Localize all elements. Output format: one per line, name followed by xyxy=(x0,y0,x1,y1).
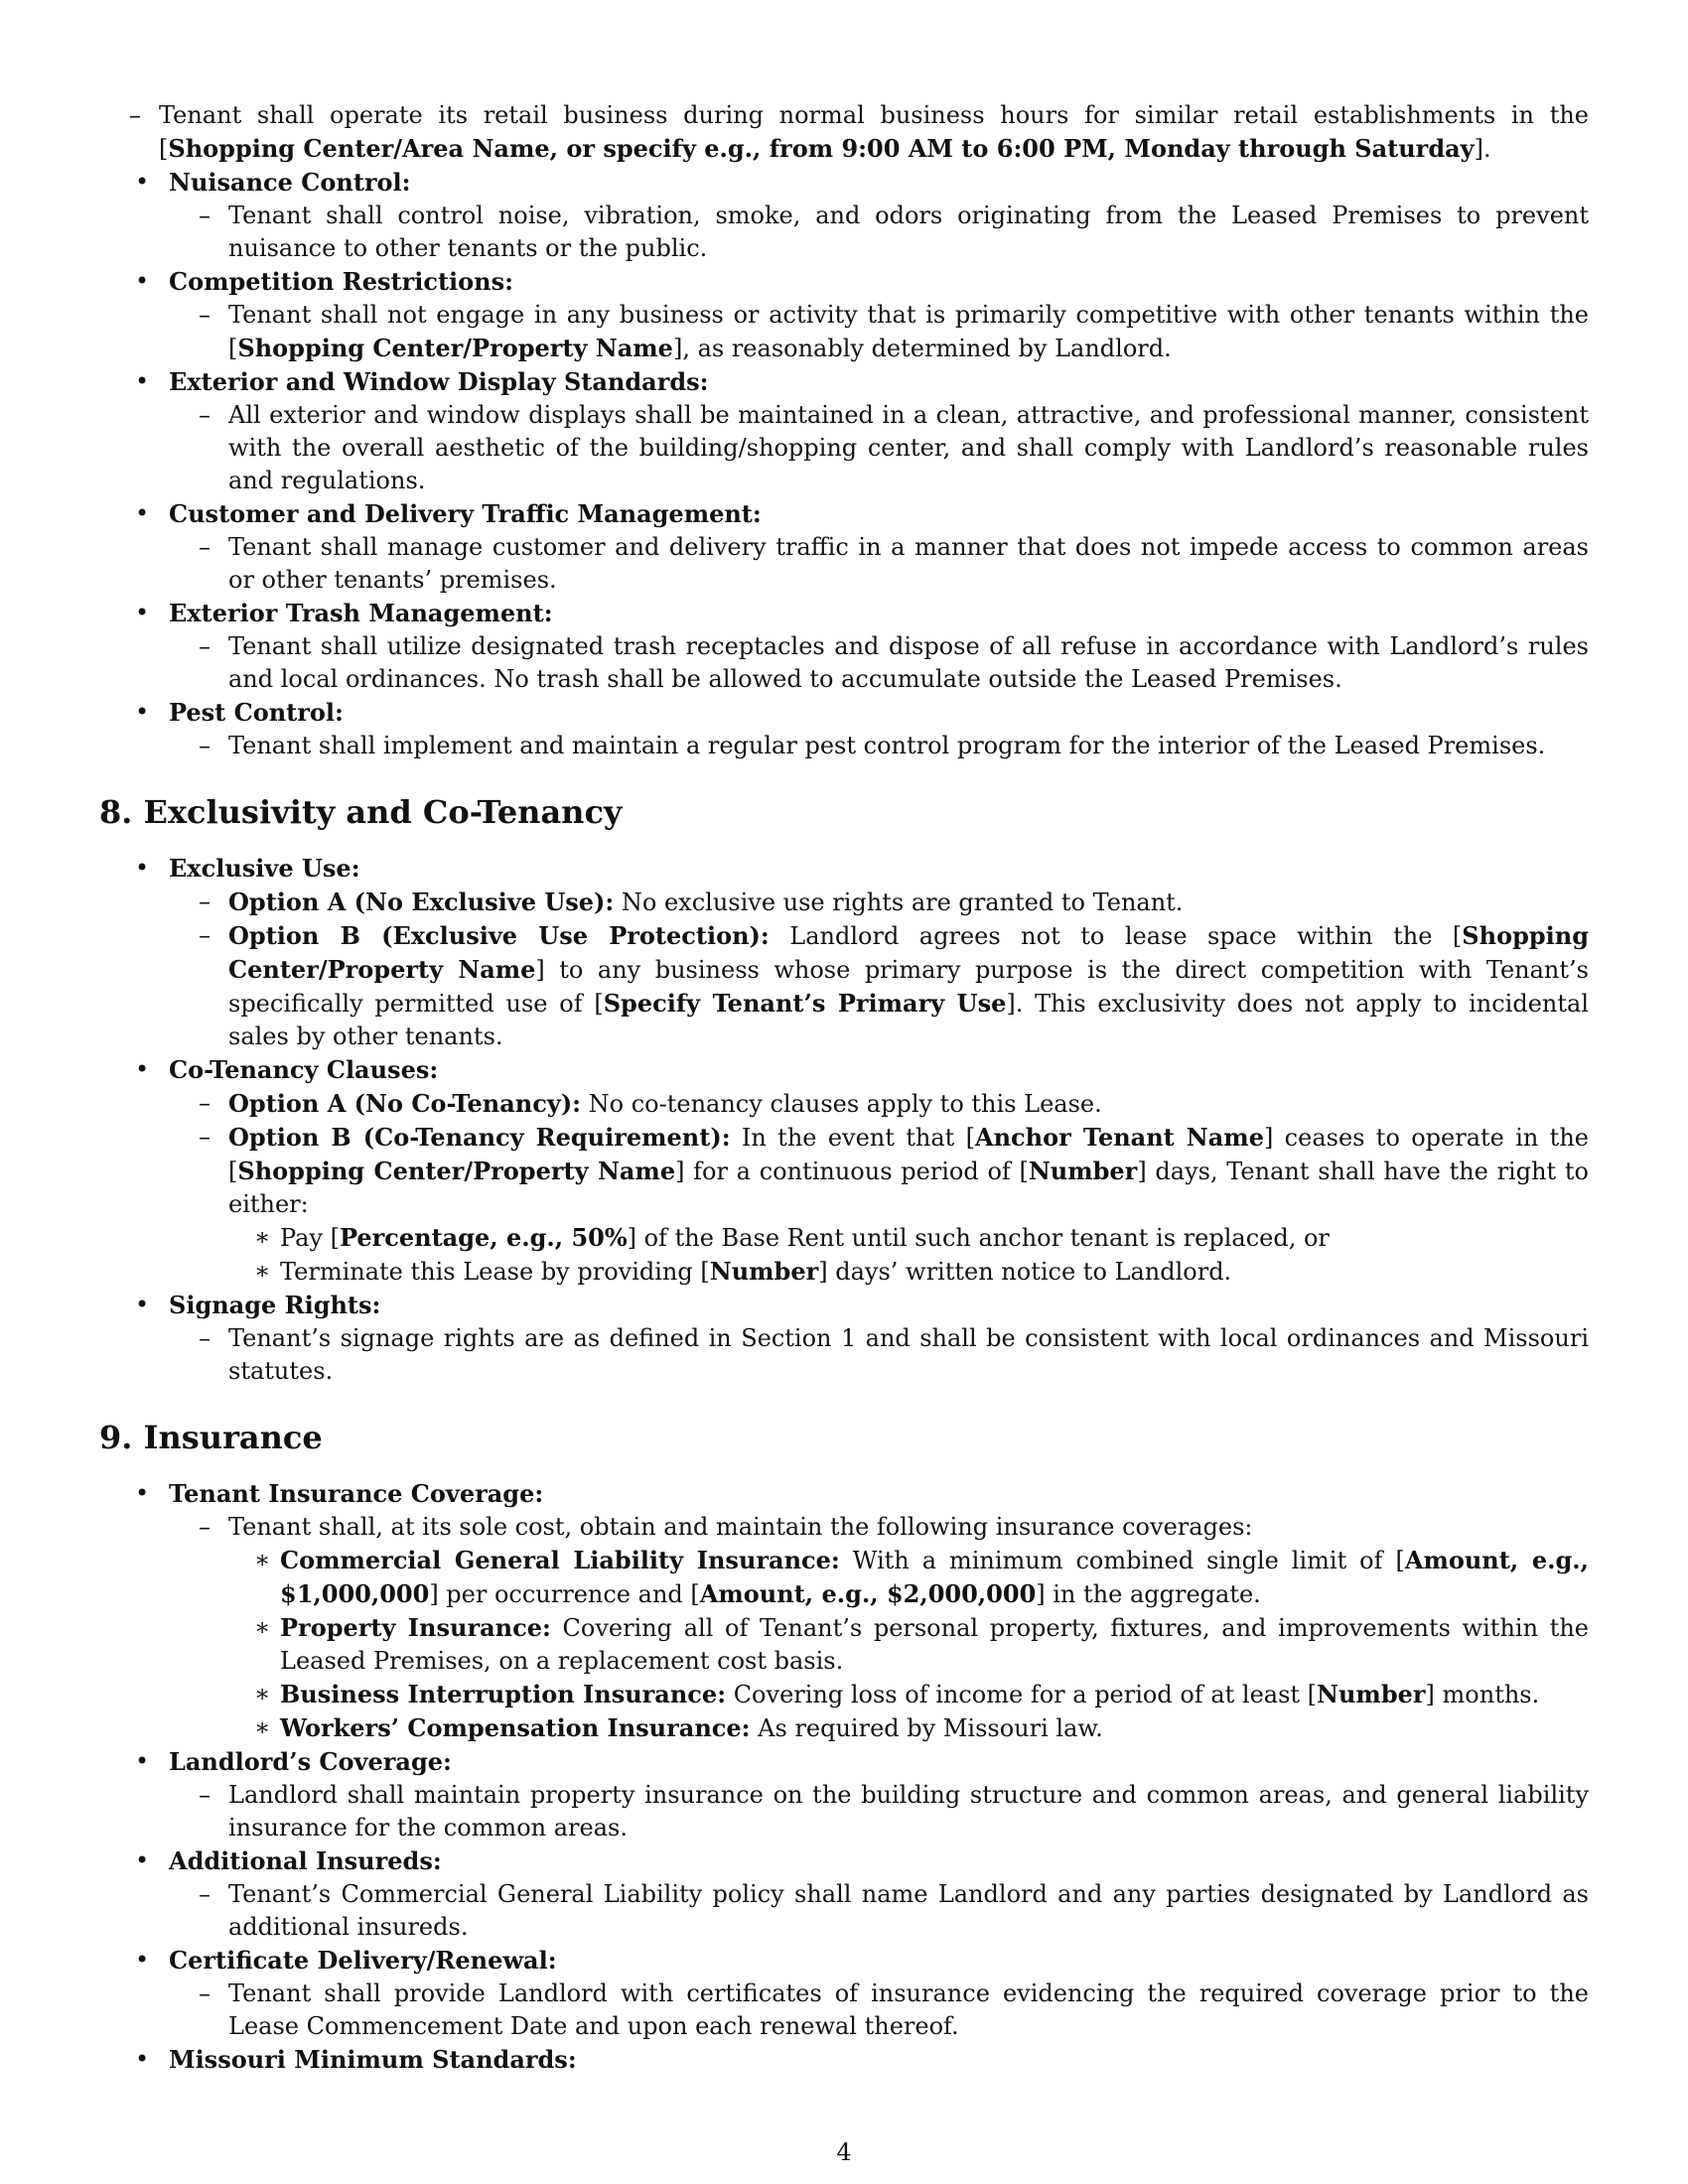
text-span: ] days’ written notice to Landlord. xyxy=(818,1258,1232,1286)
bullet-exterior-trash xyxy=(99,597,1589,696)
document-body xyxy=(99,99,1589,2077)
asterisk-marker: ∗ xyxy=(254,1713,271,1741)
text-span: ]. This exclusivity does not apply to incidental sales by other tenants. xyxy=(228,990,1590,1050)
coverage-cgl xyxy=(228,1544,1589,1611)
bullet-label: Additional Insureds: xyxy=(169,1846,442,1875)
option-label: Option B (Exclusive Use Protection): xyxy=(228,921,770,950)
section-8-list xyxy=(99,852,1589,1388)
dash-marker: – xyxy=(199,1880,211,1908)
coverage-label: Workers’ Compensation Insurance: xyxy=(280,1713,751,1742)
bullet-label: Nuisance Control: xyxy=(169,168,411,197)
placeholder-text: Shopping Center/Area Name, or specify e.g., from 9:00 AM to 6:00 PM, Monday through Saturday xyxy=(168,134,1475,163)
text-span: Tenant shall provide Landlord with certificates of insurance evidencing the required coverage prior to the Lease Commencement Date and upon each renewal thereof. xyxy=(228,1979,1589,2040)
dash-marker: – xyxy=(199,202,211,229)
text-span: Tenant shall control noise, vibration, smoke, and odors originating from the Leased Premises to prevent nuisance to other tenants or the public. xyxy=(228,202,1589,262)
placeholder-text: Number xyxy=(709,1257,819,1286)
bullet-marker: • xyxy=(135,367,150,395)
bullet-marker: • xyxy=(135,168,150,196)
bullet-marker: • xyxy=(135,2045,150,2073)
text-span: Tenant shall, at its sole cost, obtain and maintain the following insurance coverages: xyxy=(228,1513,1253,1541)
sub-sub-item xyxy=(228,1221,1589,1255)
bullet-label: Certificate Delivery/Renewal: xyxy=(169,1946,557,1975)
option-a xyxy=(169,886,1589,919)
asterisk-marker: ∗ xyxy=(254,1680,271,1707)
dash-marker: – xyxy=(199,1979,211,2007)
bullet-co-tenancy xyxy=(99,1053,1589,1289)
asterisk-marker: ∗ xyxy=(254,1613,271,1641)
bullet-nuisance-control xyxy=(99,166,1589,265)
placeholder-text: Percentage, e.g., 50% xyxy=(339,1223,628,1252)
bullet-marker: • xyxy=(135,499,150,527)
text-span: Terminate this Lease by providing [ xyxy=(280,1258,710,1286)
sub-item xyxy=(169,1779,1589,1844)
section-9-heading: 9. Insurance xyxy=(99,1419,323,1456)
bullet-label: Co-Tenancy Clauses: xyxy=(169,1055,439,1084)
bullet-label: Customer and Delivery Traffic Management: xyxy=(169,499,762,528)
placeholder-text: Amount, e.g., $1,000,000 xyxy=(280,1546,1589,1608)
text-span: In the event that [ xyxy=(730,1124,975,1152)
dash-marker: – xyxy=(129,101,141,129)
bullet-marker: • xyxy=(135,599,150,626)
text-span: ] ceases to operate in the [ xyxy=(228,1124,1589,1185)
bullet-traffic-management xyxy=(99,497,1589,597)
bullet-label: Signage Rights: xyxy=(169,1291,381,1319)
bullet-pest-control xyxy=(99,696,1589,762)
option-a xyxy=(169,1087,1589,1121)
dash-marker: – xyxy=(199,533,211,561)
dash-marker: – xyxy=(199,401,211,429)
asterisk-marker: ∗ xyxy=(254,1257,271,1285)
bullet-exclusive-use xyxy=(99,852,1589,1053)
bullet-label: Pest Control: xyxy=(169,698,344,727)
bullet-marker: • xyxy=(135,1846,150,1874)
text-span: Tenant’s signage rights are as defined in Section 1 and shall be consistent with local ordinances and Missouri statutes. xyxy=(228,1324,1589,1385)
bullet-marker: • xyxy=(135,1946,150,1974)
text-span: Landlord agrees not to lease space within the [ xyxy=(769,922,1463,950)
dash-marker: – xyxy=(199,301,211,329)
text-span: ] in the aggregate. xyxy=(1036,1580,1261,1608)
text-span: ] for a continuous period of [ xyxy=(675,1158,1029,1185)
text-span: ] to any business whose primary purpose is the direct competition with Tenant’s specifically permitted use of [ xyxy=(228,956,1589,1018)
bullet-exterior-window-display xyxy=(99,365,1589,497)
sub-item xyxy=(169,299,1589,365)
bullet-marker: • xyxy=(135,698,150,726)
text-span: Tenant shall utilize designated trash receptacles and dispose of all refuse in accordance with Landlord’s rules and local ordinances. No trash shall be allowed to accumulate outside the Leased Premises. xyxy=(228,632,1589,693)
dash-marker: – xyxy=(199,1324,211,1352)
sub-item xyxy=(169,399,1589,497)
bullet-tenant-insurance xyxy=(99,1477,1589,1745)
section-9-list xyxy=(99,1477,1589,2077)
bullet-marker: • xyxy=(135,1747,150,1775)
bullet-missouri-standards xyxy=(99,2043,1589,2077)
asterisk-marker: ∗ xyxy=(254,1546,271,1573)
sub-item xyxy=(169,730,1589,762)
text-span: Tenant shall manage customer and delivery traffic in a manner that does not impede access to common areas or other tenants’ premises. xyxy=(228,533,1589,594)
dash-marker: – xyxy=(199,732,211,759)
bullet-label: Exterior Trash Management: xyxy=(169,599,553,627)
bullet-certificate-delivery xyxy=(99,1944,1589,2043)
bullet-label: Landlord’s Coverage: xyxy=(169,1747,452,1776)
sub-item xyxy=(169,1322,1589,1388)
bullet-marker: • xyxy=(135,1479,150,1507)
coverage-label: Commercial General Liability Insurance: xyxy=(280,1546,840,1574)
sub-item xyxy=(169,531,1589,597)
dash-marker: – xyxy=(199,1089,211,1117)
asterisk-marker: ∗ xyxy=(254,1223,271,1251)
bullet-label: Exclusive Use: xyxy=(169,854,360,883)
sub-item xyxy=(169,1878,1589,1944)
page-number: 4 xyxy=(836,2138,852,2166)
bullet-marker: • xyxy=(135,1055,150,1083)
option-label: Option A (No Exclusive Use): xyxy=(228,887,615,916)
placeholder-text: Shopping Center/Property Name xyxy=(237,334,673,362)
bullet-label: Missouri Minimum Standards: xyxy=(169,2045,577,2074)
text-span: Tenant shall operate its retail business during normal business hours for similar retail establishments in the [ xyxy=(159,101,1589,163)
bullet-label: Competition Restrictions: xyxy=(169,267,513,296)
text-span: No exclusive use rights are granted to Tenant. xyxy=(614,888,1184,916)
sub-item xyxy=(169,1978,1589,2043)
dash-marker: – xyxy=(199,632,211,660)
bullet-label: Exterior and Window Display Standards: xyxy=(169,367,709,396)
placeholder-text: Specify Tenant’s Primary Use xyxy=(603,989,1007,1018)
text-span: No co-tenancy clauses apply to this Lease. xyxy=(581,1090,1102,1118)
text-span: ]. xyxy=(1474,135,1491,163)
text-span: Tenant’s Commercial General Liability policy shall name Landlord and any parties designated by Landlord as additional insureds. xyxy=(228,1880,1589,1941)
text-span: ], as reasonably determined by Landlord. xyxy=(672,335,1172,362)
text-span: With a minimum combined single limit of [ xyxy=(839,1547,1405,1574)
sub-item xyxy=(169,630,1589,696)
bullet-marker: • xyxy=(135,854,150,882)
sub-item xyxy=(169,200,1589,265)
coverage-label: Business Interruption Insurance: xyxy=(280,1680,727,1708)
text-span: Covering loss of income for a period of at least [ xyxy=(726,1681,1318,1708)
text-span: Pay [ xyxy=(280,1224,340,1252)
coverage-label: Property Insurance: xyxy=(280,1613,551,1642)
option-b xyxy=(169,919,1589,1053)
placeholder-text: Number xyxy=(1028,1157,1138,1185)
option-label: Option B (Co-Tenancy Requirement): xyxy=(228,1123,731,1152)
text-span: ] of the Base Rent until such anchor tenant is replaced, or xyxy=(627,1224,1330,1252)
dash-marker: – xyxy=(199,1781,211,1809)
bullet-additional-insureds xyxy=(99,1844,1589,1944)
sub-sub-item xyxy=(228,1255,1589,1289)
bullet-competition-restrictions xyxy=(99,265,1589,365)
bullet-signage-rights xyxy=(99,1289,1589,1388)
dash-marker: – xyxy=(199,921,211,949)
text-span: Tenant shall not engage in any business or activity that is primarily competitive with other tenants within the [ xyxy=(228,301,1589,362)
option-label: Option A (No Co-Tenancy): xyxy=(228,1089,582,1118)
sub-item-business-hours xyxy=(99,99,1589,166)
dash-marker: – xyxy=(199,1513,211,1541)
placeholder-text: Number xyxy=(1317,1680,1426,1708)
text-span: As required by Missouri law. xyxy=(750,1714,1103,1742)
bullet-landlord-coverage xyxy=(99,1745,1589,1844)
text-span: All exterior and window displays shall be maintained in a clean, attractive, and professional manner, consistent with the overall aesthetic of the building/shopping center, and shall comply with Landlord’s reasonable rules and regulations. xyxy=(228,401,1589,494)
dash-marker: – xyxy=(199,1123,211,1151)
placeholder-text: Amount, e.g., $2,000,000 xyxy=(699,1579,1037,1608)
bullet-marker: • xyxy=(135,1291,150,1318)
bullet-marker: • xyxy=(135,267,150,295)
text-span: Covering all of Tenant’s personal property, fixtures, and improvements within the Leased Premises, on a replacement cost basis. xyxy=(280,1614,1589,1675)
coverage-property xyxy=(228,1611,1589,1678)
placeholder-text: Anchor Tenant Name xyxy=(974,1123,1264,1152)
text-span: ] days, Tenant shall have the right to either: xyxy=(228,1158,1589,1218)
dash-marker: – xyxy=(199,887,211,915)
placeholder-text: Shopping Center/Property Name xyxy=(237,1157,676,1185)
section-8-heading: 8. Exclusivity and Co-Tenancy xyxy=(99,793,623,831)
placeholder-text: Shopping Center/Property Name xyxy=(228,921,1589,984)
text-span: Tenant shall implement and maintain a regular pest control program for the interior of the Leased Premises. xyxy=(228,732,1546,759)
bullet-label: Tenant Insurance Coverage: xyxy=(169,1479,544,1508)
coverage-business-interruption xyxy=(228,1678,1589,1711)
text-span: ] months. xyxy=(1425,1681,1540,1708)
sub-item xyxy=(169,1511,1589,1745)
option-b xyxy=(169,1121,1589,1289)
coverage-workers-comp xyxy=(228,1711,1589,1745)
continued-list xyxy=(99,99,1589,762)
text-span: ] per occurrence and [ xyxy=(429,1580,700,1608)
text-span: Landlord shall maintain property insurance on the building structure and common areas, and general liability insurance for the common areas. xyxy=(228,1781,1589,1842)
